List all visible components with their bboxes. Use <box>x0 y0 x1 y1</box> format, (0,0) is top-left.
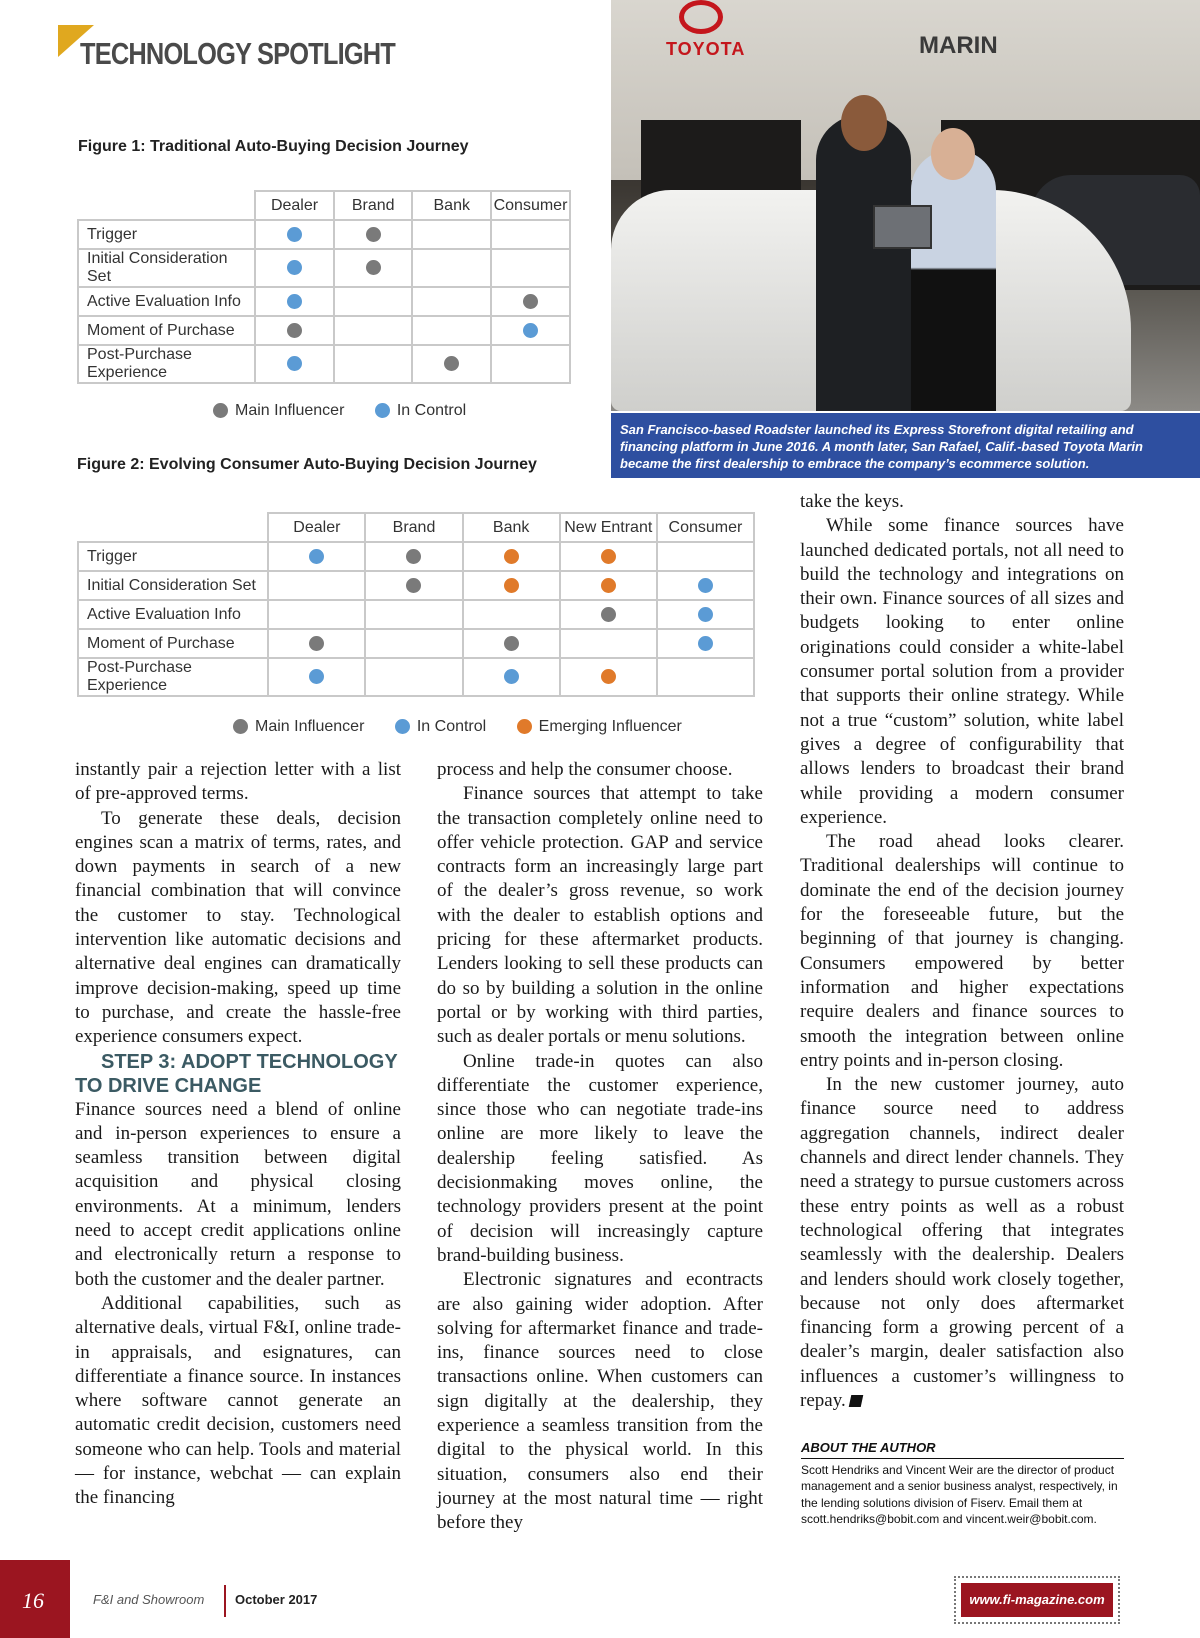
emerging-influencer-dot-icon <box>601 578 616 593</box>
paragraph: To generate these deals, decision engines scan a matrix of terms, rates, and down payments in search of a new financial combination that will convince the customer to stay. Technological intervention like automatic decisions and alternative deal engines can dramatically improve decision-making, speed up time to purchase, and create the hassle-free experience consumers expect. <box>75 807 401 1048</box>
main-influencer-dot-icon <box>504 636 519 651</box>
store-sign: MARIN <box>919 32 998 59</box>
figure1-legend <box>213 402 492 420</box>
figure1-cell <box>491 345 570 383</box>
figure1-col-header: Consumer <box>491 191 570 220</box>
figure1-title: Figure 1: Traditional Auto-Buying Decision Journey <box>78 138 469 155</box>
figure2-cell <box>657 542 754 571</box>
section-title: TECHNOLOGY SPOTLIGHT <box>80 36 396 71</box>
in-control-dot-icon <box>287 356 302 371</box>
figure2-row <box>78 571 754 600</box>
toyota-wordmark: TOYOTA <box>666 39 746 59</box>
figure2-cell <box>657 571 754 600</box>
main-influencer-dot-icon <box>287 323 302 338</box>
figure2-row-label: Initial Consideration Set <box>78 571 268 600</box>
person-right <box>911 150 996 411</box>
in-control-dot-icon <box>395 719 410 734</box>
figure2-cell <box>268 658 365 696</box>
in-control-dot-icon <box>698 636 713 651</box>
page-number: 16 <box>22 1588 44 1613</box>
in-control-dot-icon <box>287 294 302 309</box>
paragraph: The road ahead looks clearer. Traditional dealerships will continue to dominate the end of the decision journey for the foreseeable future, but the beginning of that journey is changing. Consumers empowered by better information and higher expectations require dealers and finance sources to smooth the integration between online entry points and in-person closing. <box>800 831 1124 1071</box>
legend-label: Main Influencer <box>235 402 345 419</box>
figure1-cell <box>491 287 570 316</box>
paragraph-text: In the new customer journey, auto finance source need to address aggregation channels, indirect dealer channels and direct lender channels. They need a strategy to pursue customers across these entry points as well as a robust technological offering that integrates seamlessly with the dealership. Dealers and lenders should work closely together, because not only does aftermarket financing form a growing percent of a dealer’s margin, dealer satisfaction also influences a customer’s willingness to repay. <box>800 1074 1124 1411</box>
figure2-cell <box>657 600 754 629</box>
end-mark-icon <box>848 1395 863 1407</box>
figure2-cell <box>560 600 657 629</box>
emerging-influencer-dot-icon <box>517 719 532 734</box>
figure2-col-header: Dealer <box>268 513 365 542</box>
figure1-cell <box>334 316 413 345</box>
figure2-cell <box>365 542 462 571</box>
person-head <box>841 95 887 151</box>
legend-item <box>395 718 486 736</box>
issue-date: October 2017 <box>235 1592 318 1607</box>
figure1-row <box>78 249 570 287</box>
figure1-row-label: Trigger <box>78 220 255 249</box>
figure1-cell <box>255 220 334 249</box>
figure1-row-label: Moment of Purchase <box>78 316 255 345</box>
in-control-dot-icon <box>287 260 302 275</box>
figure2-cell <box>560 542 657 571</box>
paragraph: Online trade-in quotes can also differentiate the customer experience, since those who can negotiate trade-ins online are more likely to leave the dealership feeling satisfied. As decisionmaking moves online, the technology providers present at the point of decision will increasingly capture brand-building business. <box>437 1050 763 1266</box>
figure2-cell <box>268 600 365 629</box>
paragraph <box>800 1073 1124 1413</box>
main-influencer-dot-icon <box>366 227 381 242</box>
main-influencer-dot-icon <box>406 549 421 564</box>
figure2-row-label: Active Evaluation Info <box>78 600 268 629</box>
paragraph: While some finance sources have launched dedicated portals, not all need to build the technology and integrations on their own. Finance sources of all sizes and budgets looking to enter online originations could consider a white-label consumer portal solution from a provider that supports their online strategy. While not a true “custom” solution, white label gives a degree of configurability that allows lenders to broadcast their brand while providing a modern consumer experience. <box>800 515 1124 828</box>
figure1-cell <box>491 220 570 249</box>
figure2-cell <box>365 571 462 600</box>
about-the-author <box>801 1440 1124 1528</box>
emerging-influencer-dot-icon <box>504 549 519 564</box>
person-head <box>931 128 975 180</box>
figure2-row <box>78 658 754 696</box>
paragraph: take the keys. <box>800 491 904 512</box>
figure2-cell <box>268 571 365 600</box>
main-influencer-dot-icon <box>309 636 324 651</box>
figure1-cell <box>255 316 334 345</box>
paragraph: Finance sources that attempt to take the transaction completely online need to offer vehicle protection. GAP and service contracts form an increasingly large part of the dealer’s gross revenue, so work with the dealer to establish options and pricing for these aftermarket products. Lenders looking to sell these products can do so by building a solution in the online portal or by working with third parties, such as dealer portals or menu solutions. <box>437 783 763 1048</box>
figure2-corner <box>78 513 268 542</box>
figure1-cell <box>491 316 570 345</box>
figure2-cell <box>657 629 754 658</box>
figure1-cell <box>255 249 334 287</box>
figure2-col-header: New Entrant <box>560 513 657 542</box>
author-bio: Scott Hendriks and Vincent Weir are the director of product management and a senior business analyst, respectively, in the lending solutions division of Fiserv. Email them at scott.hendriks@bobit.com and vincent.weir@bobit.com. <box>801 1462 1118 1526</box>
photo-caption: San Francisco-based Roadster launched its Express Storefront digital retailing and financing platform in June 2016. A month later, San Rafael, Calif.-based Toyota Marin became the first dealership to embrace the company’s ecommerce solution. <box>611 413 1200 478</box>
figure1-row-label: Active Evaluation Info <box>78 287 255 316</box>
figure2-col-header: Brand <box>365 513 462 542</box>
paragraph: Finance sources need a blend of online and in-person experiences to ensure a seamless transition between digital acquisition and physical closing environments. At a minimum, lenders need to accept credit applications online and electronically return a response to both the customer and the dealer partner. <box>75 1098 401 1290</box>
figure1-cell <box>412 287 491 316</box>
article-column-2 <box>437 758 763 1536</box>
figure2-table <box>77 512 755 697</box>
figure1-corner <box>78 191 255 220</box>
figure1-row <box>78 345 570 383</box>
figure2-legend <box>233 718 708 736</box>
figure2-cell <box>463 658 560 696</box>
website-link[interactable]: www.fi-magazine.com <box>961 1583 1113 1617</box>
figure1-cell <box>334 345 413 383</box>
legend-item <box>213 402 344 420</box>
paragraph: Additional capabilities, such as alternative deals, virtual F&I, online trade-in appraisals, and esignatures, can differentiate a finance source. In instances where software cannot generate an automatic credit decision, customers need someone who can help. Tools and material — for instance, webchat — can explain the financing <box>75 1292 401 1509</box>
figure1-cell <box>412 220 491 249</box>
emerging-influencer-dot-icon <box>601 669 616 684</box>
legend-item <box>233 718 364 736</box>
dealership-photo <box>611 0 1200 411</box>
figure1-cell <box>255 287 334 316</box>
figure2-cell <box>365 658 462 696</box>
section-heading: STEP 3: ADOPT TECHNOLOGY TO DRIVE CHANGE <box>75 1050 398 1097</box>
emerging-influencer-dot-icon <box>601 549 616 564</box>
legend-item <box>517 718 682 736</box>
figure2-row-label: Post-Purchase Experience <box>78 658 268 696</box>
figure1-col-header: Bank <box>412 191 491 220</box>
publication-name: F&I and Showroom <box>93 1592 205 1607</box>
figure2-col-header: Consumer <box>657 513 754 542</box>
figure1-col-header: Dealer <box>255 191 334 220</box>
figure2-row-label: Moment of Purchase <box>78 629 268 658</box>
in-control-dot-icon <box>523 323 538 338</box>
figure2-cell <box>365 600 462 629</box>
figure1-cell <box>255 345 334 383</box>
paragraph: Electronic signatures and econtracts are also gaining wider adoption. After solving for aftermarket finance and trade-ins, finance sources need to close transactions online. When customers can sign digitally at the dealership, they experience a seamless transition from the digital to the physical world. In this situation, consumers also end their journey at the most natural time — right before they <box>437 1269 763 1534</box>
toyota-logo <box>666 0 746 60</box>
figure1-cell <box>412 345 491 383</box>
in-control-dot-icon <box>504 669 519 684</box>
footer-divider <box>224 1585 226 1617</box>
person-left <box>816 115 911 411</box>
paragraph: process and help the consumer choose. <box>437 759 733 780</box>
in-control-dot-icon <box>287 227 302 242</box>
legend-label: Emerging Influencer <box>538 718 682 735</box>
figure2-row-label: Trigger <box>78 542 268 571</box>
figure2-col-header: Bank <box>463 513 560 542</box>
main-influencer-dot-icon <box>601 607 616 622</box>
figure1-row-label: Initial Consideration Set <box>78 249 255 287</box>
in-control-dot-icon <box>698 607 713 622</box>
author-heading: ABOUT THE AUTHOR <box>801 1440 1124 1459</box>
legend-label: In Control <box>416 718 487 735</box>
main-influencer-dot-icon <box>213 403 228 418</box>
article-column-3 <box>800 490 1124 1413</box>
in-control-dot-icon <box>309 549 324 564</box>
figure2-cell <box>268 542 365 571</box>
figure2-cell <box>463 571 560 600</box>
figure1-row <box>78 220 570 249</box>
toyota-emblem-icon <box>679 0 723 34</box>
in-control-dot-icon <box>309 669 324 684</box>
figure2-cell <box>560 571 657 600</box>
figure2-row <box>78 600 754 629</box>
main-influencer-dot-icon <box>366 260 381 275</box>
tablet-device <box>873 205 932 249</box>
figure2-cell <box>268 629 365 658</box>
figure2-cell <box>560 629 657 658</box>
in-control-dot-icon <box>698 578 713 593</box>
figure1-cell <box>412 249 491 287</box>
figure1-cell <box>491 249 570 287</box>
figure2-row <box>78 542 754 571</box>
figure1-row-label: Post-Purchase Experience <box>78 345 255 383</box>
figure1-row <box>78 287 570 316</box>
figure1-cell <box>334 287 413 316</box>
figure1-col-header: Brand <box>334 191 413 220</box>
legend-label: In Control <box>396 402 467 419</box>
figure2-row <box>78 629 754 658</box>
website-badge <box>954 1576 1120 1624</box>
figure2-title: Figure 2: Evolving Consumer Auto-Buying Decision Journey <box>77 456 537 473</box>
figure1-cell <box>334 249 413 287</box>
figure2-cell <box>463 542 560 571</box>
figure1-table <box>77 190 571 384</box>
emerging-influencer-dot-icon <box>504 578 519 593</box>
article-column-1 <box>75 758 401 1511</box>
main-influencer-dot-icon <box>406 578 421 593</box>
figure1-cell <box>334 220 413 249</box>
main-influencer-dot-icon <box>233 719 248 734</box>
figure2-cell <box>365 629 462 658</box>
main-influencer-dot-icon <box>523 294 538 309</box>
legend-label: Main Influencer <box>255 718 365 735</box>
main-influencer-dot-icon <box>444 356 459 371</box>
figure2-cell <box>463 600 560 629</box>
figure1-cell <box>412 316 491 345</box>
figure2-cell <box>560 658 657 696</box>
paragraph: instantly pair a rejection letter with a list of pre-approved terms. <box>75 759 401 805</box>
figure2-cell <box>463 629 560 658</box>
figure2-cell <box>657 658 754 696</box>
legend-item <box>375 402 466 420</box>
figure1-row <box>78 316 570 345</box>
in-control-dot-icon <box>375 403 390 418</box>
